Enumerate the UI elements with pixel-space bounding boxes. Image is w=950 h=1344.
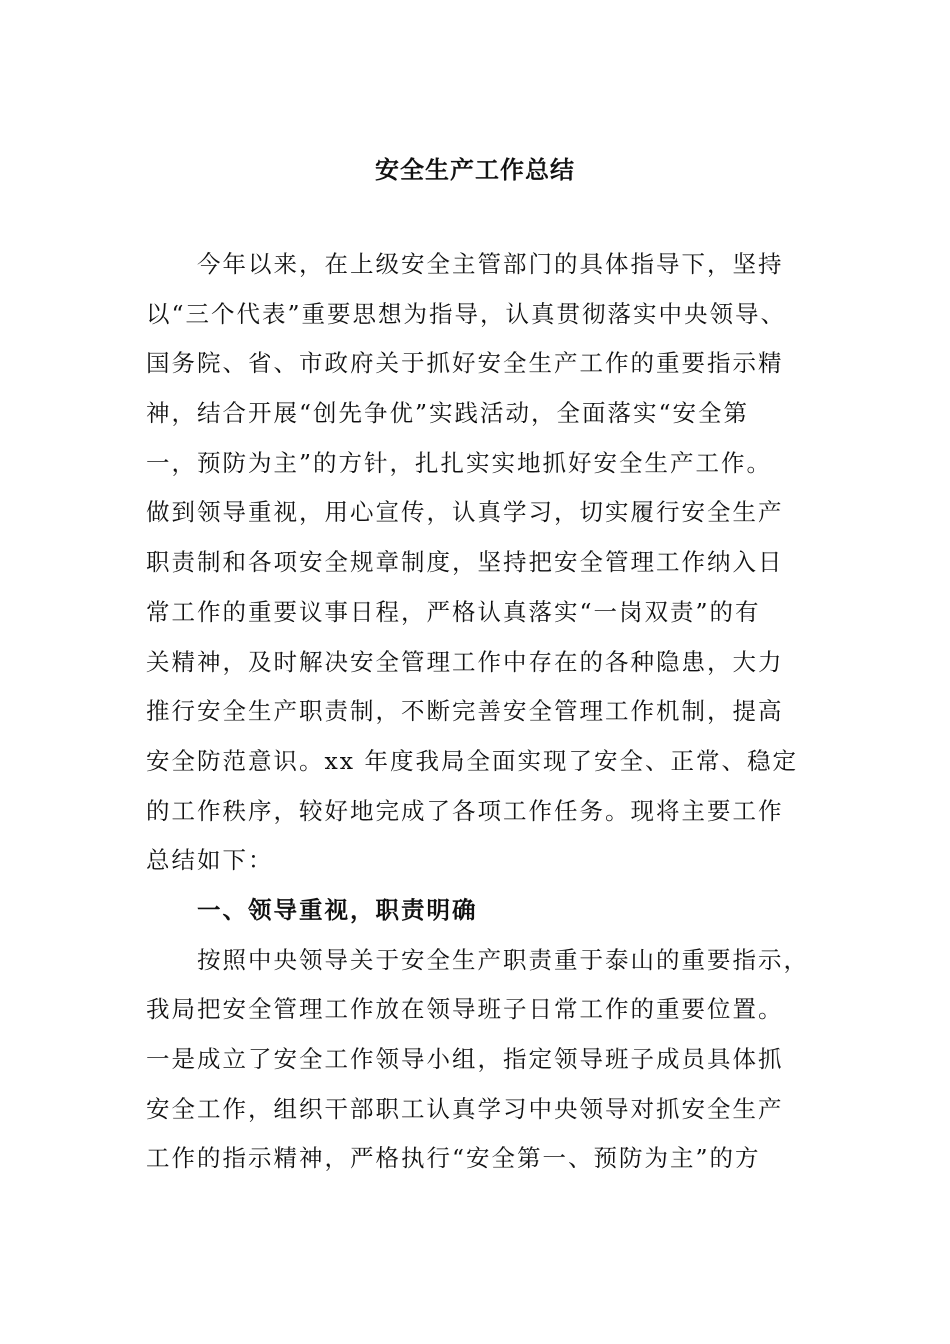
body-line: 推行安全生产职责制，不断完善安全管理工作机制，提高 [146, 697, 784, 726]
body-line: 常工作的重要议事日程，严格认真落实“一岗双责”的有 [146, 597, 761, 626]
body-line: 做到领导重视，用心宣传，认真学习，切实履行安全生产 [146, 498, 784, 527]
body-line: 一，预防为主”的方针，扎扎实实地抓好安全生产工作。 [146, 448, 773, 477]
document-body [146, 240, 809, 1184]
body-line: 职责制和各项安全规章制度，坚持把安全管理工作纳入日 [146, 548, 784, 577]
body-line: 安全工作，组织干部职工认真学习中央领导对抓安全生产 [146, 1094, 784, 1123]
body-line: 以“三个代表”重要思想为指导，认真贯彻落实中央领导、 [146, 299, 787, 328]
body-line: 我局把安全管理工作放在领导班子日常工作的重要位置。 [146, 995, 784, 1024]
body-line: 关精神，及时解决安全管理工作中存在的各种隐患，大力 [146, 647, 784, 676]
section-heading: 一、领导重视，职责明确 [146, 895, 478, 924]
body-line: 工作的指示精神，严格执行“安全第一、预防为主”的方 [146, 1144, 761, 1173]
body-line: 今年以来，在上级安全主管部门的具体指导下，坚持 [146, 250, 784, 278]
body-line: 一是成立了安全工作领导小组，指定领导班子成员具体抓 [146, 1045, 784, 1073]
body-line: 神，结合开展“创先争优”实践活动，全面落实“安全第 [146, 399, 750, 428]
document-title: 安全生产工作总结 [375, 155, 575, 184]
body-line: 的工作秩序，较好地完成了各项工作任务。现将主要工作 [146, 796, 784, 825]
body-line: 安全防范意识。xx 年度我局全面实现了安全、正常、稳定 [146, 746, 798, 775]
body-line: 按照中央领导关于安全生产职责重于泰山的重要指示， [146, 945, 809, 974]
body-line: 总结如下： [146, 846, 274, 875]
body-line: 国务院、省、市政府关于抓好安全生产工作的重要指示精 [146, 349, 784, 378]
